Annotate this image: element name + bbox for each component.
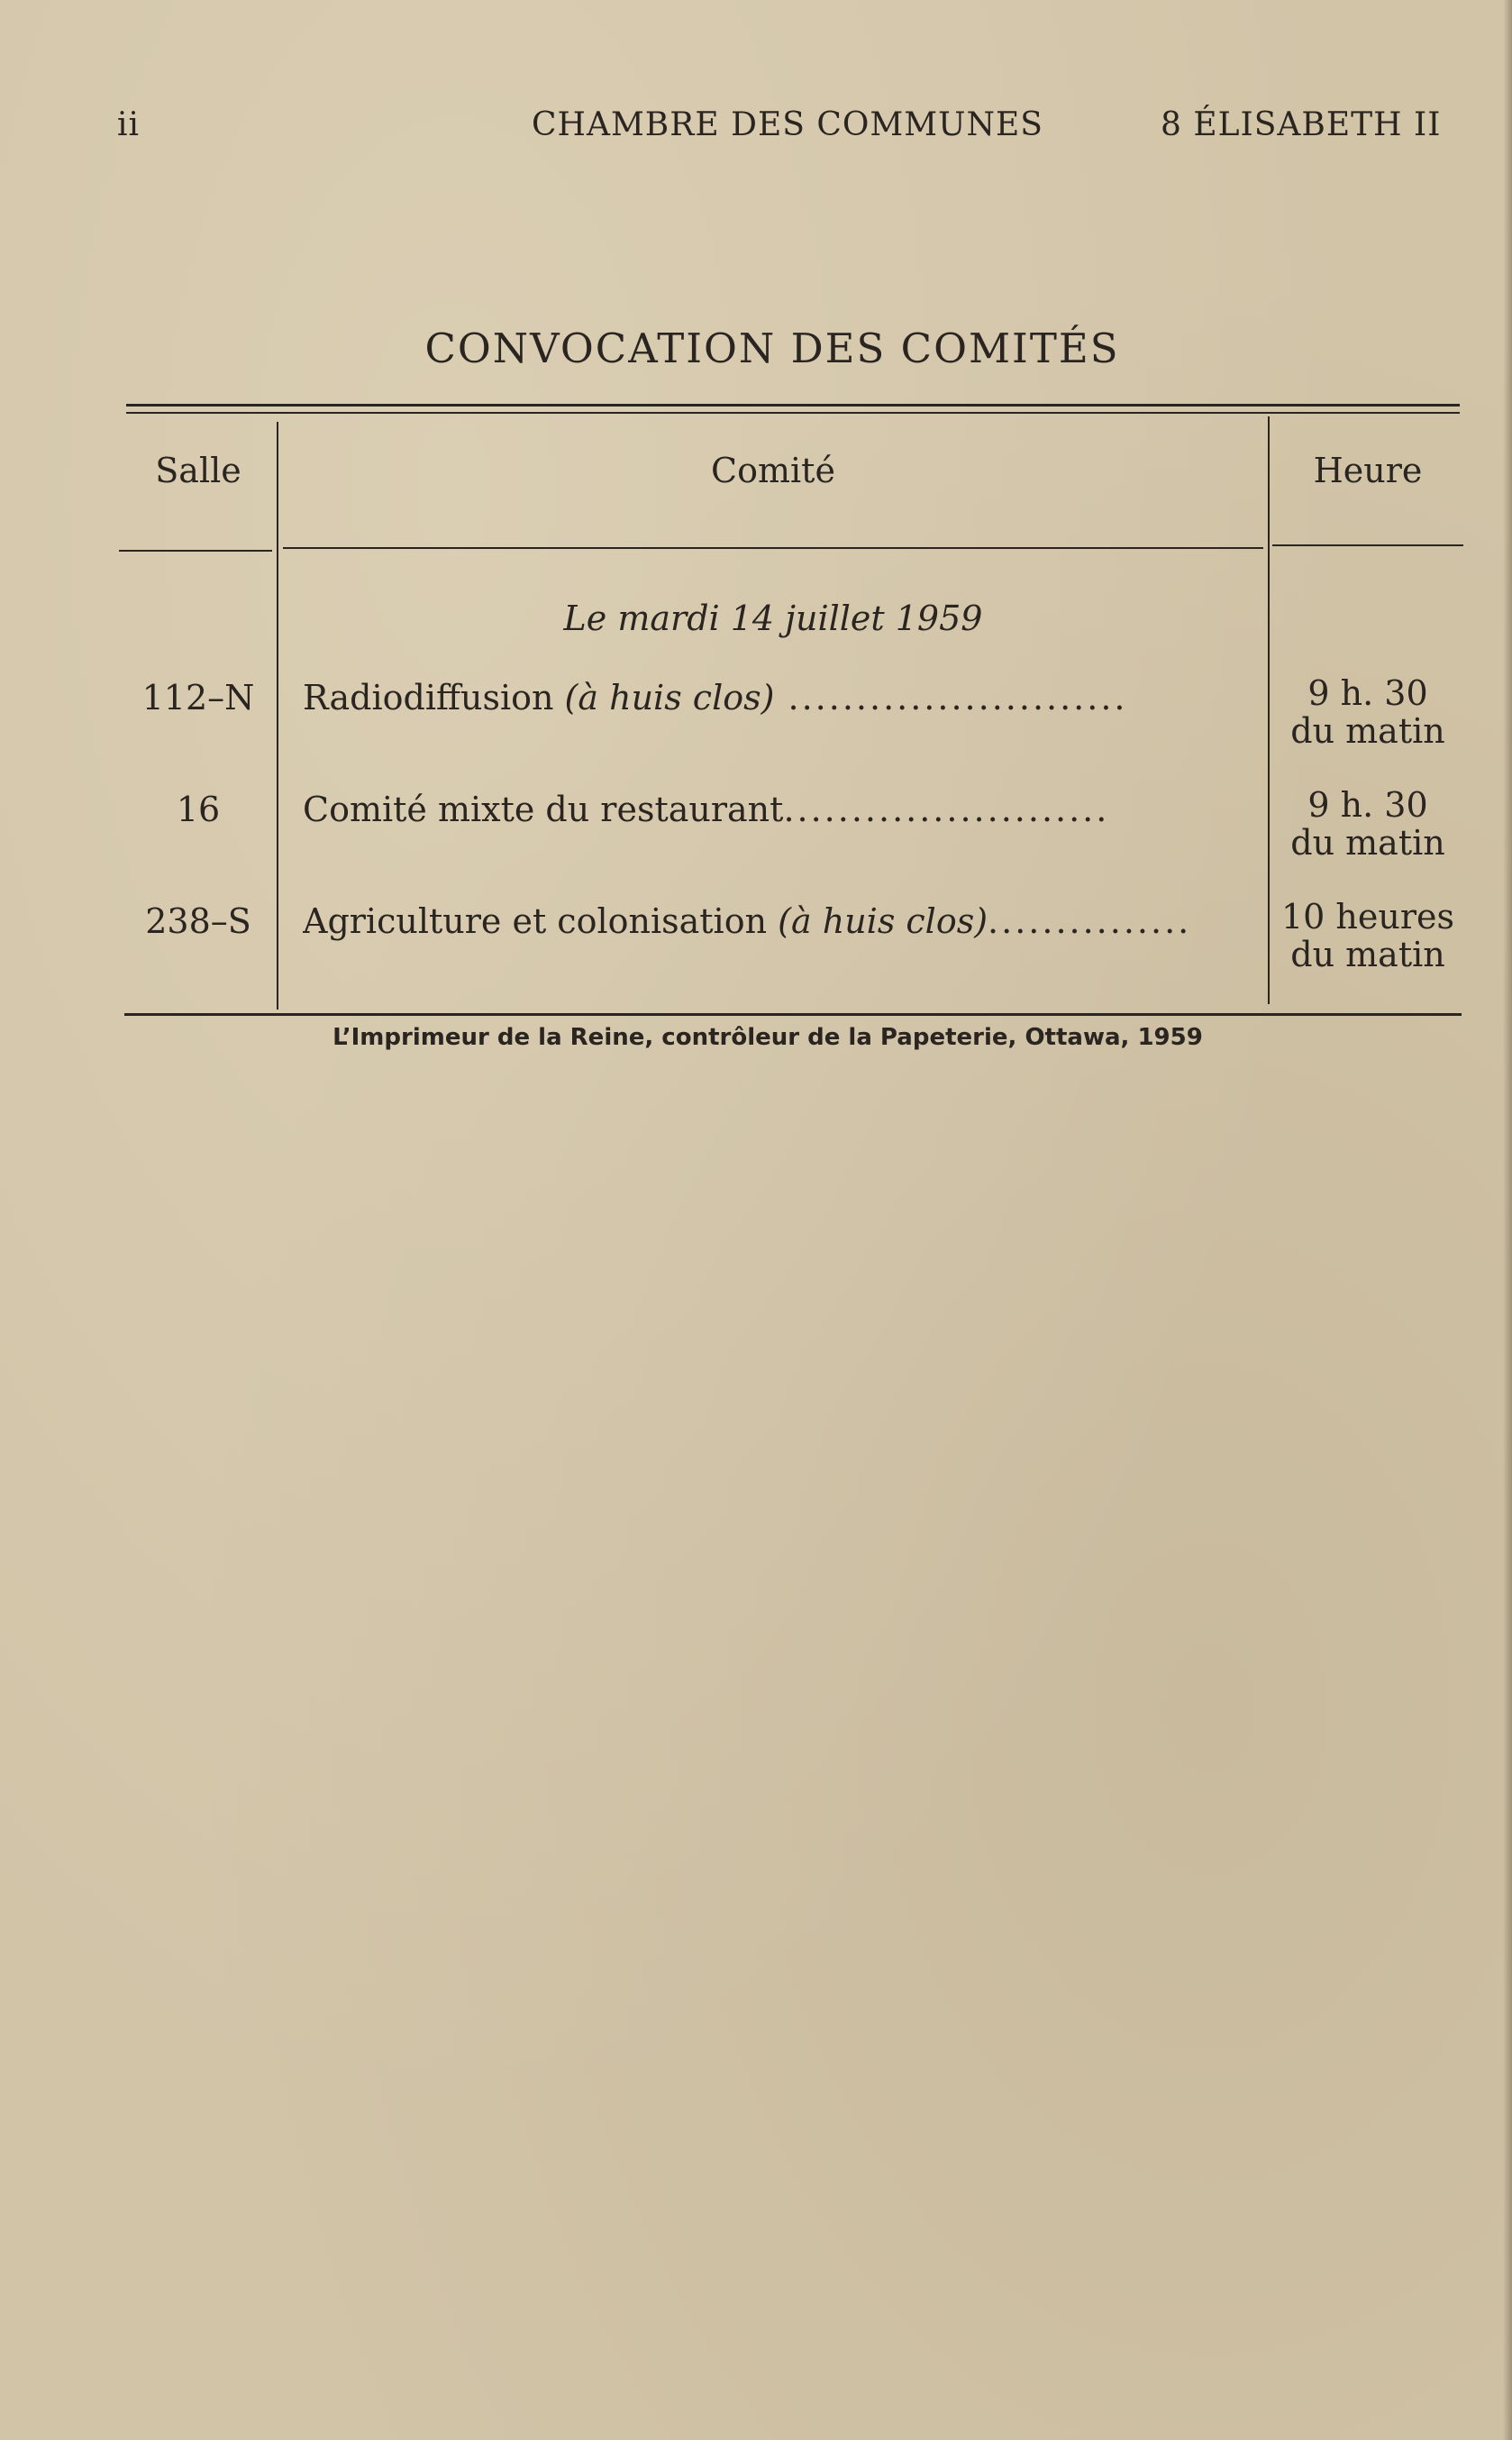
time-cell xyxy=(1278,898,1458,973)
committee-name: Comité mixte du restaurant xyxy=(303,790,784,829)
running-head-title: CHAMBRE DES COMMUNES xyxy=(532,106,1043,143)
column-header-salle: Salle xyxy=(155,451,241,490)
table-top-rule xyxy=(126,404,1460,407)
printer-imprint: L’Imprimeur de la Reine, contrôleur de la Papeterie, Ottawa, 1959 xyxy=(332,1024,1203,1051)
committee-name: Radiodiffusion xyxy=(303,678,554,717)
time-line-2: du matin xyxy=(1290,935,1445,974)
column-header-comite: Comité xyxy=(711,451,835,490)
time-line-1: 10 heures xyxy=(1280,897,1455,937)
committee-cell xyxy=(303,790,1258,829)
committee-name: Agriculture et colonisation xyxy=(303,901,768,941)
header-rule-heure xyxy=(1272,544,1463,546)
committee-note: (à huis clos) xyxy=(778,901,988,941)
session-date: Le mardi 14 juillet 1959 xyxy=(563,599,983,638)
column-divider-right xyxy=(1268,416,1270,1004)
leader-dots: ......................... xyxy=(774,678,1128,717)
time-cell xyxy=(1278,786,1458,862)
table-bottom-rule xyxy=(124,1013,1462,1016)
time-line-2: du matin xyxy=(1290,711,1445,751)
header-rule-comite xyxy=(283,547,1263,549)
leader-dots: ........................ xyxy=(783,790,1110,829)
time-line-1: 9 h. 30 xyxy=(1307,785,1428,825)
committee-cell xyxy=(303,901,1258,941)
time-line-1: 9 h. 30 xyxy=(1307,673,1428,713)
document-title: CONVOCATION DES COMITÉS xyxy=(424,324,1120,372)
running-head-reign: 8 ÉLISABETH II xyxy=(1161,106,1442,143)
room-cell: 112–N xyxy=(141,678,255,717)
time-cell xyxy=(1278,674,1458,750)
committee-note: (à huis clos) xyxy=(564,678,775,717)
room-cell: 16 xyxy=(176,790,221,829)
column-header-heure: Heure xyxy=(1313,451,1423,490)
header-rule-salle xyxy=(119,550,272,552)
committee-cell xyxy=(303,678,1258,717)
room-cell: 238–S xyxy=(145,901,251,941)
page-number: ii xyxy=(117,106,141,143)
table-top-rule-thin xyxy=(126,412,1460,414)
time-line-2: du matin xyxy=(1290,823,1445,863)
leader-dots: ............... xyxy=(988,901,1192,941)
